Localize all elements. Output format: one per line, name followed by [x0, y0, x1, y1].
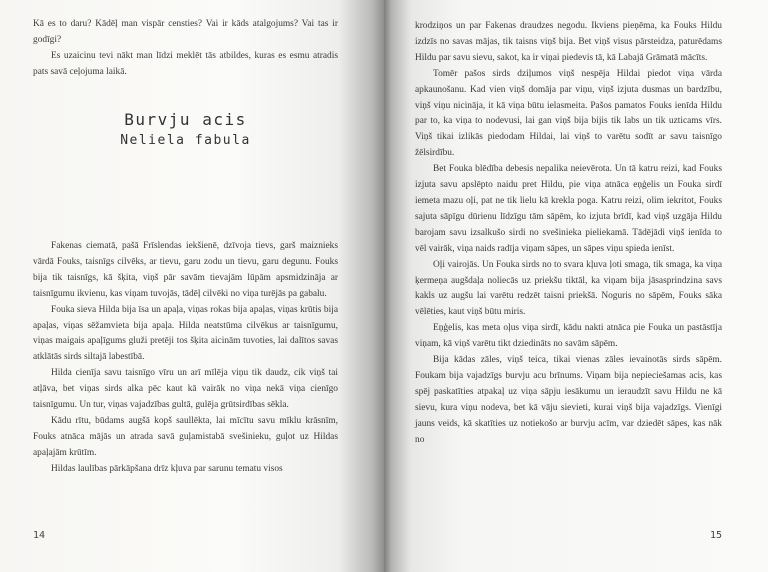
body-paragraph: Bija kādas zāles, viņš teica, tikai vienas zāles ievainotās sirds sāpēm. Foukam bija vajadzīgs burvju acu brīnums. Viņam bija nepieciešamas acis, kas spēj paskatīties atpakaļ uz viņa sāpju iesākumu un ieraudzīt savu Hildu ne kā sievu, kura viņu nodeva, bet kā vāju sievieti, kurai viņš bija vajadzīgs. Vienīgi jauns veids, kā skatīties uz notiekošo ar burvju acīm, var dziedēt sāpes, kas nāk no — [415, 355, 722, 445]
body-paragraph: Oļi vairojās. Un Fouka sirds no to svara kļuva ļoti smaga, tik smaga, ka viņa ķermeņa augšdaļa noliecās uz priekšu tiktāl, ka viņam bija jāsasprindzina savs kakls uz augšu lai varētu redzēt taisni priekšā. Noguris no sāpēm, Fouks sāka vēlēties, kaut viņš būtu miris. — [415, 259, 722, 318]
story-subtitle: Neliela fabula — [120, 133, 251, 148]
page-number-right: 15 — [709, 530, 722, 541]
body-paragraph: Fouka sieva Hilda bija īsa un apaļa, viņas rokas bija apaļas, viņas krūtis bija apaļas, viņas sēžamvieta bija apaļa. Hilda neatstūma cilvēkus ar taisnīgumu, viņas maigais apaļīgums gluži pretēji tos šķita aicinām tuvoties, lai dalītos savas atklātās sirds siltajā labestībā. — [33, 304, 338, 363]
story-title: Burvju acis — [124, 110, 247, 129]
body-paragraph: Hilda cienīja savu taisnīgo vīru un arī mīlēja viņu tik daudz, cik viņš tai atļāva, bet viņas sirds alka pēc kaut kā vairāk no viņa nekā viņa cienīgo taisnīgumu. Un tur, viņas vajadzības gultā, gulēja grūtsirdības sēkla. — [33, 368, 338, 411]
body-paragraph: Eņģelis, kas meta oļus viņa sirdī, kādu nakti atnāca pie Fouka un pastāstīja viņam, kā viņš varētu tikt dziedināts no savām sāpēm. — [415, 323, 722, 350]
intro-text — [33, 17, 338, 81]
left-body-text — [33, 239, 338, 478]
intro-paragraph: Kā es to daru? Kādēļ man vispār censties? Vai ir kāds atalgojums? Vai tas ir godīgi? — [33, 19, 338, 45]
body-paragraph: Kādu rītu, būdams augšā kopš saullēkta, lai mīcītu savu mīklu krāsnīm, Fouks atnāca mājās un atrada savā guļamistabā svešinieku, guļot uz Hildas apaļajām krūtīm. — [33, 415, 338, 458]
intro-paragraph: Es uzaicinu tevi nākt man līdzi meklēt tās atbildes, kuras es esmu atradis pats savā ceļojuma laikā. — [33, 50, 338, 77]
body-paragraph: Bet Fouka blēdība debesis nepalika neievērota. Un tā katru reizi, kad Fouks izjuta savu apslēpto naidu pret Hildu, pie viņa atnāca eņģelis un Fouka sirdī iemeta mazu oļi, pat ne tik lielu kā krekla poga. Katru reizi, olim iekritot, Fouks sajuta sāpīgu dūrienu līdzīgu tām sāpēm, ko izjuta brīdī, kad viņš uzgāja Hildu barojam savu izsalkušo sirdi no svešinieka pieliekamā. Tādējādi viņš ienīda to vēl vairāk, viņa naids radīja viņam sāpes, un sāpes viņu spieda ienīst. — [415, 164, 722, 254]
body-paragraph: Hildas laulības pārkāpšana drīz kļuva par sarunu tematu visos — [51, 463, 283, 474]
right-body-text — [415, 19, 722, 448]
page-number-left: 14 — [33, 530, 46, 541]
body-paragraph: krodziņos un par Fakenas draudzes negodu. Ikviens pieņēma, ka Fouks Hildu izdzīs no savas mājas, tik taisns viņš bija. Bet viņš visus pārsteidza, paturēdams Hildu par savu sievu, sakot, ka ir viņai piedevis tā, kā Labajā Grāmatā mācīts. — [415, 21, 722, 63]
body-paragraph: Fakenas ciematā, pašā Frīslendas iekšienē, dzīvoja tievs, garš maiznieks vārdā Fouks, taisnīgs cilvēks, ar tievu, garu zodu un tievu, garu degunu. Fouks bija tik taisnīgs, kā šķita, viņš pār savām tievajām lūpām apsmidzināja ar taisnīgumu ikvienu, kas viņam tuvojās, tādēļ cilvēki no viņa turējās pa gabalu. — [33, 241, 338, 299]
body-paragraph: Tomēr pašos sirds dziļumos viņš nespēja Hildai piedot viņa vārda apkaunošanu. Kad vien viņš domāja par viņu, viņš izjuta dusmas un bardzību, viņš viņu nicināja, it kā viņa būtu ielasmeita. Pašos pamatos Fouks ienīda Hildu par to, ka viņa to nodevusi, lai gan viņš bija bijis tik labs un tik uzticams vīrs. Viņš tikai izlikās piedodam Hildai, lai viņš to varētu sodīt ar savu taisnīgo žēlsirdību. — [415, 68, 722, 159]
right-page — [384, 0, 768, 572]
